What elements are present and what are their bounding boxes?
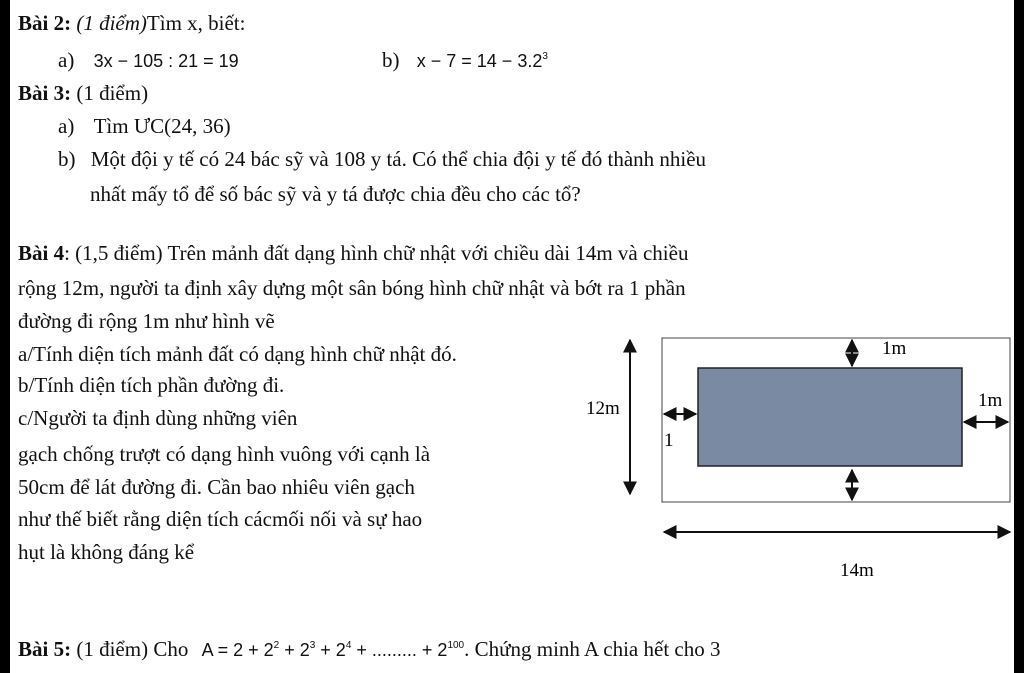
bai2-text: Tìm x, biết:: [146, 11, 246, 35]
bai3-title: Bài 3:: [18, 81, 72, 105]
bai2-title: Bài 2:: [18, 11, 72, 35]
bai2-points: (1 điểm): [76, 11, 147, 35]
bai2-heading: [18, 10, 245, 36]
bai3-a-label: a): [58, 114, 75, 138]
label-left-1: 1: [664, 430, 674, 451]
bai4-question-c1: c/Người ta định dùng những viên: [18, 406, 298, 430]
label-width-14m: 14m: [840, 560, 874, 581]
bai5-text: (1 điểm) Cho: [76, 637, 189, 661]
bai5-tail: . Chứng minh A chia hết cho 3: [464, 637, 721, 661]
bai5-line: [18, 636, 720, 663]
bai5-equation: $A = 2 + 2^2 + 2^3 + 2^4$ + ......... + $2^{100}$: [201, 640, 465, 660]
bai2-b-label: b): [382, 48, 400, 72]
bai2-part-a: [58, 47, 239, 74]
bai3-part-b: [58, 146, 706, 172]
bai4-question-c4: như thế biết rằng diện tích cácmối nối và sự hao: [18, 507, 423, 531]
bai3-heading: [18, 80, 148, 106]
label-height-12m: 12m: [586, 398, 620, 419]
bai4-title: Bài 4: [18, 241, 65, 265]
bai4-line1: Bài 4: (1,5 điểm) Trên mảnh đất dạng hình chữ nhật với chiều dài 14m và chiều: [18, 241, 689, 265]
bai4-question-c5: hụt là không đáng kể: [18, 540, 195, 564]
bai3-points: (1 điểm): [76, 81, 149, 105]
bai2-a-label: a): [58, 48, 75, 72]
bai5-title: Bài 5:: [18, 637, 72, 661]
bai3-a-text: Tìm ƯC(24, 36): [93, 114, 231, 138]
bai2-a-equation: 3x − 105 : 21 = 19: [93, 51, 239, 71]
bai3-part-a: [58, 113, 231, 139]
bai3-b-label: b): [58, 147, 76, 171]
football-field: [698, 368, 962, 466]
document-page: [10, 0, 1014, 673]
bai4-line2: rộng 12m, người ta định xây dựng một sân bóng hình chữ nhật và bớt ra 1 phần: [18, 276, 686, 300]
bai4-question-c2: gạch chống trượt có dạng hình vuông với cạnh là: [18, 442, 431, 466]
label-top-1m: 1m: [882, 338, 907, 359]
bai2-b-equation: $x - 7 = 14 - 3.2^3$: [416, 51, 548, 71]
bai3-b-line2: nhất mấy tổ để số bác sỹ và y tá được chia đều cho các tổ?: [90, 182, 581, 206]
bai4-line3: đường đi rộng 1m như hình vẽ: [18, 309, 275, 333]
bai4-question-a: a/Tính diện tích mảnh đất có dạng hình chữ nhật đó.: [18, 342, 457, 366]
bai2-part-b: [382, 47, 548, 74]
bai3-b-line1: Một đội y tế có 24 bác sỹ và 108 y tá. Có thể chia đội y tế đó thành nhiều: [90, 147, 707, 171]
label-right-1m: 1m: [978, 390, 1003, 411]
bai4-question-c3: 50cm để lát đường đi. Cần bao nhiêu viên gạch: [18, 475, 415, 499]
field-diagram: [570, 330, 1014, 590]
bai4-question-b: b/Tính diện tích phần đường đi.: [18, 373, 285, 397]
